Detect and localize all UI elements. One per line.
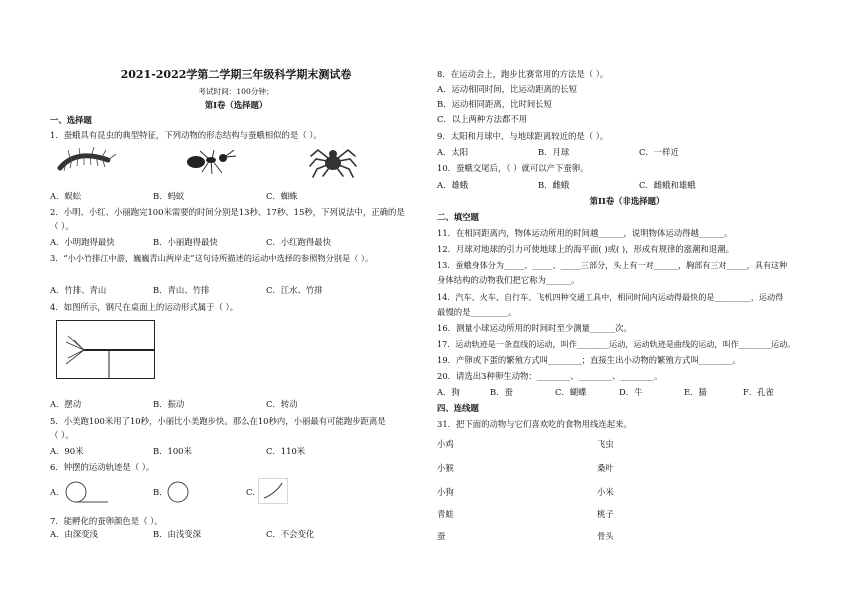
question-31: 31．把下面的动物与它们喜欢吃的食物用线连起来。 bbox=[437, 419, 632, 429]
exam-title: 2021-2022学第二学期三年级科学期末测试卷 bbox=[120, 68, 352, 81]
question-12: 12．月球对地球的引力可使地球上的海平面( )或( )，形成有规律的涨潮和退潮。 bbox=[437, 244, 735, 254]
question-1: 1．蚕蛾具有昆虫的典型特征，下列动物的形态结构与蚕蛾相似的是（ ）。 bbox=[50, 130, 322, 140]
food-item: 小米 bbox=[597, 487, 614, 497]
q20-option-a: A．狗 bbox=[437, 387, 460, 397]
question-3: 3．“小小竹排江中游，巍巍青山两岸走”这句诗所描述的运动中选择的参照物分别是（ ）。 bbox=[50, 253, 374, 263]
q5-option-a: A．90米 bbox=[50, 446, 84, 456]
q7-option-c: C．不会变化 bbox=[266, 529, 315, 539]
q3-option-b: B．青山、竹排 bbox=[153, 285, 210, 295]
animal-item: 青蛙 bbox=[437, 509, 454, 519]
food-item: 桃子 bbox=[597, 509, 614, 519]
q2-option-c: C．小红跑得最快 bbox=[266, 237, 332, 247]
animal-item: 小猴 bbox=[437, 463, 454, 473]
circle-icon bbox=[166, 480, 190, 504]
q1-option-c: C．蜘蛛 bbox=[266, 191, 298, 201]
question-11: 11．在相同距离内，物体运动所用的时间越______，说明物体运动得越______。 bbox=[437, 228, 733, 238]
ruler-figure bbox=[56, 320, 156, 380]
q1-option-b: B．蚂蚁 bbox=[153, 191, 185, 201]
q10-option-c: C．雌蛾和雄蛾 bbox=[639, 180, 696, 190]
question-7: 7．能孵化的蚕卵颜色是（ ）。 bbox=[50, 516, 163, 526]
q20-option-c: C．蝴蝶 bbox=[555, 387, 587, 397]
question-5-line1: 5．小美跑100米用了10秒，小丽比小美跑步快。那么在10秒内，小丽最有可能跑步距离是 bbox=[50, 416, 386, 426]
q5-option-b: B．100米 bbox=[153, 446, 192, 456]
question-2-line1: 2．小明、小红、小丽跑完100米需要的时间分别是13秒、17秒、15秒，下列说法中，正确的是 bbox=[50, 207, 405, 217]
part2-heading: 第II卷（非选择题） bbox=[589, 196, 665, 206]
q1-option-a: A．蜈蚣 bbox=[50, 191, 82, 201]
part1-heading: 第I卷（选择题） bbox=[204, 100, 268, 110]
arc-track-icon bbox=[258, 478, 288, 504]
exam-subtitle: 考试时间：100分钟； bbox=[198, 87, 274, 96]
q20-option-d: D．牛 bbox=[619, 387, 643, 397]
q6-option-b: B． bbox=[153, 487, 168, 497]
question-13-line1: 13．蚕蛾身体分为_____、_____、_____三部分，头上有一对______，胸部有三对_____，具有这种 bbox=[437, 260, 788, 270]
food-item: 飞虫 bbox=[597, 439, 614, 449]
q8-option-b: B．运动相同距离，比时间长短 bbox=[437, 99, 553, 109]
q10-option-b: B．雌蛾 bbox=[538, 180, 570, 190]
question-19: 19．产卵或下蛋的繁殖方式叫________；直接生出小动物的繁殖方式叫________。 bbox=[437, 355, 741, 365]
q20-option-e: E．猫 bbox=[684, 387, 707, 397]
question-5-line2: （ ）。 bbox=[50, 430, 74, 440]
food-item: 骨头 bbox=[597, 531, 614, 541]
q9-option-b: B．月球 bbox=[538, 147, 570, 157]
question-9: 9．太阳和月球中，与地球距离较近的是（ ）。 bbox=[437, 131, 609, 141]
q9-option-c: C．一样近 bbox=[639, 147, 679, 157]
animal-item: 小鸡 bbox=[437, 439, 454, 449]
question-10: 10．蚕蛾交尾后，（ ）就可以产下蚕卵。 bbox=[437, 163, 589, 173]
section-fill: 二、填空题 bbox=[437, 212, 479, 222]
question-17: 17．运动轨迹是一条直线的运动，叫作________运动，运动轨迹是曲线的运动，叫作________运动。 bbox=[437, 339, 796, 349]
ant-image bbox=[182, 148, 240, 176]
q4-option-c: C．转动 bbox=[266, 399, 298, 409]
q8-option-c: C．以上两种方法都不用 bbox=[437, 114, 528, 124]
circle-track-icon bbox=[64, 480, 110, 504]
q5-option-c: C．110米 bbox=[266, 446, 306, 456]
q8-option-a: A．运动相同时间，比运动距离的长短 bbox=[437, 84, 578, 94]
section-matching: 四、连线题 bbox=[437, 403, 479, 413]
q20-option-f: F．孔雀 bbox=[743, 387, 774, 397]
question-16: 16．测量小球运动所用的时间时至少测量______次。 bbox=[437, 323, 632, 333]
section-choice: 一、选择题 bbox=[50, 115, 92, 125]
question-14-line1: 14．汽车、火车、自行车、飞机四种交通工具中，相同时间内运动得最快的是_________，运动得 bbox=[437, 292, 784, 302]
q3-option-a: A．竹排、青山 bbox=[50, 285, 107, 295]
spider-image bbox=[308, 144, 358, 178]
question-20: 20．请选出3种卵生动物：________、________、________。 bbox=[437, 371, 663, 381]
question-6: 6．钟摆的运动轨迹是（ ）。 bbox=[50, 462, 155, 472]
q3-option-c: C．江水、竹排 bbox=[266, 285, 323, 295]
question-2-line2: （ ）。 bbox=[50, 221, 74, 231]
q9-option-a: A．太阳 bbox=[437, 147, 469, 157]
food-item: 桑叶 bbox=[597, 463, 614, 473]
q6-option-a: A． bbox=[50, 487, 65, 497]
q10-option-a: A．雄蛾 bbox=[437, 180, 469, 190]
animal-item: 蚕 bbox=[437, 531, 446, 541]
q2-option-a: A．小明跑得最快 bbox=[50, 237, 115, 247]
q2-option-b: B．小丽跑得最快 bbox=[153, 237, 218, 247]
question-13-line2: 身体结构的动物我们把它称为______。 bbox=[437, 275, 580, 285]
q7-option-b: B．由浅变深 bbox=[153, 529, 202, 539]
centipede-image bbox=[56, 146, 118, 176]
question-8: 8．在运动会上，跑步比赛常用的方法是（ ）。 bbox=[437, 69, 609, 79]
q4-option-b: B．振动 bbox=[153, 399, 185, 409]
q4-option-a: A．摆动 bbox=[50, 399, 82, 409]
question-4: 4．如图所示，钢尺在桌面上的运动形式属于（ ）。 bbox=[50, 302, 239, 312]
animal-item: 小狗 bbox=[437, 487, 454, 497]
question-14-line2: 最慢的是_________。 bbox=[437, 307, 517, 317]
q6-option-c: C． bbox=[246, 487, 261, 497]
q20-option-b: B．蚕 bbox=[490, 387, 513, 397]
q7-option-a: A．由深变浅 bbox=[50, 529, 98, 539]
